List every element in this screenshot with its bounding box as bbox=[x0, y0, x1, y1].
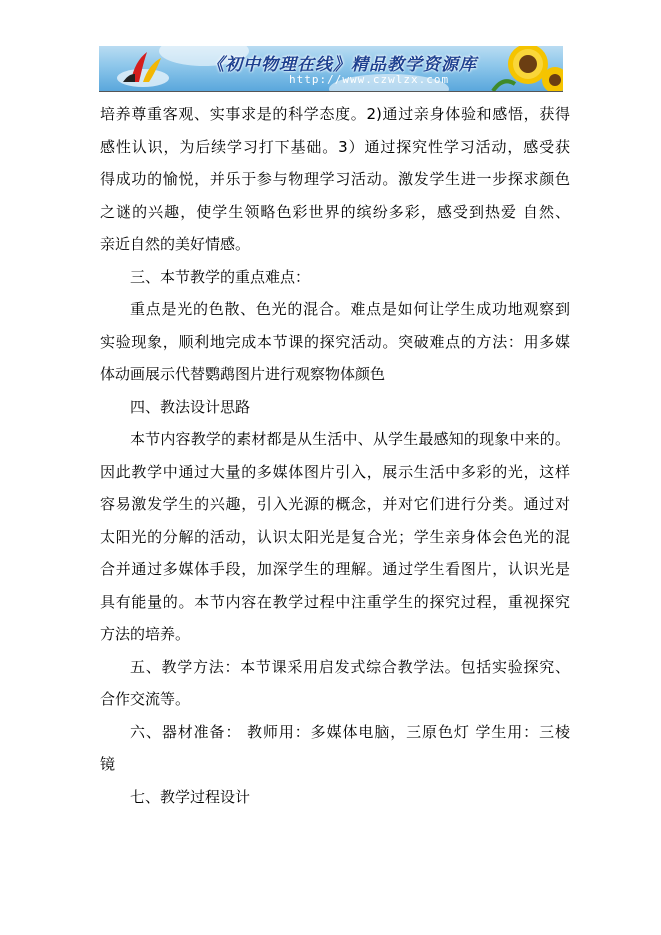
text-line: 方法的培养。 bbox=[100, 625, 191, 643]
text-line: 合并通过多媒体手段，加深学生的理解。通过学生看图片，认识光是 bbox=[100, 560, 570, 578]
text-line: 容易激发学生的兴趣，引入光源的概念，并对它们进行分类。通过对 bbox=[100, 495, 570, 513]
section-heading bbox=[100, 391, 570, 424]
header-banner bbox=[99, 46, 563, 92]
text-line: 亲近自然的美好情感。 bbox=[100, 235, 251, 253]
section-heading bbox=[100, 261, 570, 294]
text-line: 实验现象，顺利地完成本节课的探究活动。突破难点的方法：用多媒 bbox=[100, 332, 570, 351]
header-divider bbox=[99, 91, 563, 92]
section-heading bbox=[100, 781, 570, 814]
paragraph-key-points bbox=[100, 293, 570, 391]
text-line: 得成功的愉悦，并乐于参与物理学习活动。激发学生进一步探求颜色 bbox=[100, 170, 570, 188]
text-line: 之谜的兴趣，使学生领略色彩世界的缤纷多彩，感受到热爱 自然、 bbox=[100, 202, 570, 221]
text-line: 感性认识，为后续学习打下基础。3）通过探究性学习活动，感受获 bbox=[100, 137, 570, 156]
heading-teaching-design: 四、教法设计思路 bbox=[130, 397, 251, 416]
text-line: 因此教学中通过大量的多媒体图片引入，展示生活中多彩的光，这样 bbox=[100, 462, 570, 481]
paragraph-teaching-method bbox=[100, 651, 570, 716]
paragraph-equipment bbox=[100, 716, 570, 781]
banner-url: http://www.czwlzx.com bbox=[289, 73, 450, 86]
text-line: 六、器材准备： 教师用：多媒体电脑，三原色灯 学生用：三棱 bbox=[130, 722, 570, 741]
text-line: 具有能量的。本节内容在教学过程中注重学生的探究过程，重视探究 bbox=[100, 592, 570, 611]
heading-process-design: 七、教学过程设计 bbox=[130, 787, 251, 806]
document-body bbox=[100, 98, 570, 813]
text-line: 合作交流等。 bbox=[100, 690, 191, 708]
text-line: 太阳光的分解的活动，认识太阳光是复合光；学生亲身体会色光的混 bbox=[100, 527, 570, 546]
text-line: 镜 bbox=[100, 755, 116, 773]
text-line: 体动画展示代替鹦鹉图片进行观察物体颜色 bbox=[100, 365, 386, 383]
banner-title: 《初中物理在线》精品教学资源库 bbox=[207, 55, 477, 75]
site-logo-icon bbox=[113, 48, 173, 90]
paragraph-teaching-design bbox=[100, 423, 570, 651]
text-line: 本节内容教学的素材都是从生活中、从学生最感知的现象中来的。 bbox=[130, 430, 570, 448]
heading-key-points: 三、本节教学的重点难点： bbox=[130, 267, 311, 286]
text-line: 五、教学方法：本节课采用启发式综合教学法。包括实验探究、 bbox=[130, 657, 570, 676]
text-line: 培养尊重客观、实事求是的科学态度。2)通过亲身体验和感悟，获得 bbox=[100, 105, 570, 123]
paragraph-goals bbox=[100, 98, 570, 261]
text-line: 重点是光的色散、色光的混合。难点是如何让学生成功地观察到 bbox=[130, 300, 570, 318]
sunflower-icon bbox=[473, 46, 563, 91]
